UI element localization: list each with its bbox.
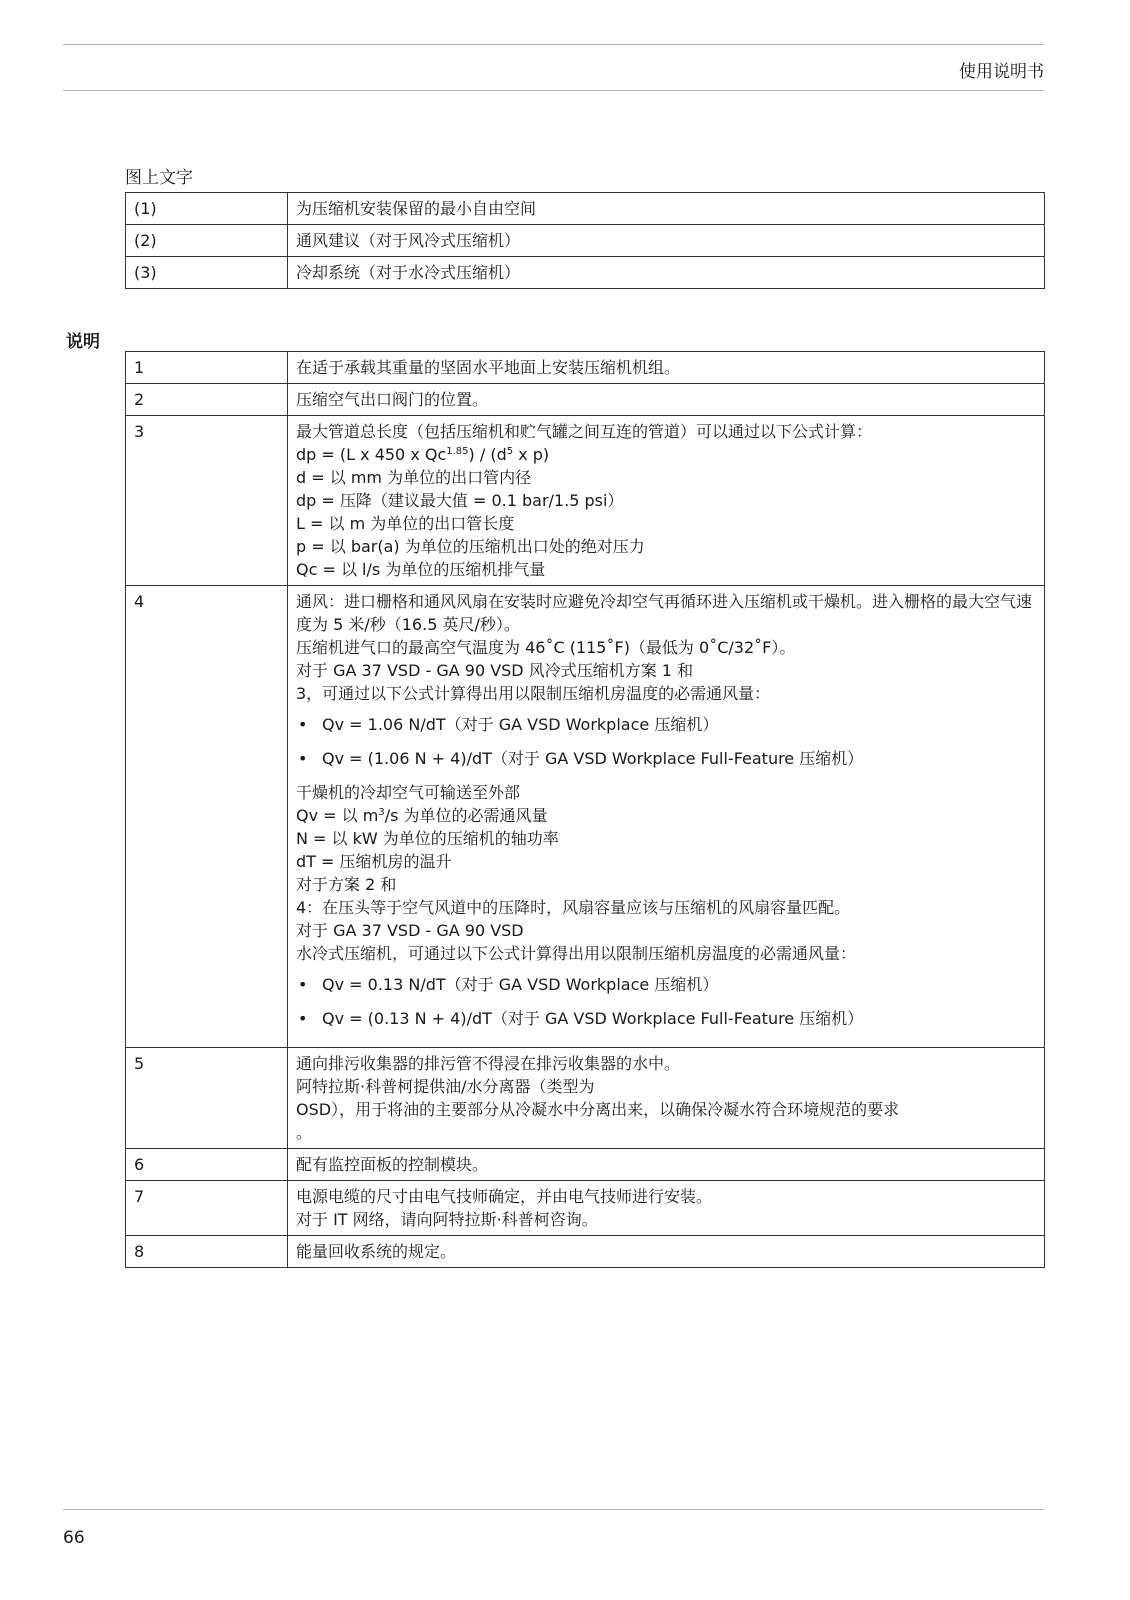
note-line: 压缩空气出口阀门的位置。 — [296, 390, 489, 409]
note-line: 压缩机进气口的最高空气温度为 46˚C (115˚F)（最低为 0˚C/32˚F）。 — [296, 638, 796, 657]
table-row — [126, 193, 1045, 225]
note-line: Qc = 以 l/s 为单位的压缩机排气量 — [296, 560, 546, 579]
caption-value: 为压缩机安装保留的最小自由空间 — [288, 193, 1045, 225]
note-line: 在适于承载其重量的坚固水平地面上安装压缩机机组。 — [296, 358, 681, 377]
note-text — [288, 384, 1045, 416]
bullet-item: • Qv = (0.13 N + 4)/dT（对于 GA VSD Workplace Full-Feature 压缩机） — [296, 1007, 1036, 1030]
formula-part: x p) — [513, 445, 550, 464]
table-row — [126, 416, 1045, 586]
table-row — [126, 352, 1045, 384]
formula-part: Qv = 以 m — [296, 806, 379, 825]
formula-exponent: 1.85 — [446, 446, 469, 457]
note-line: L = 以 m 为单位的出口管长度 — [296, 514, 515, 533]
note-line: p = 以 bar(a) 为单位的压缩机出口处的绝对压力 — [296, 537, 645, 556]
note-key: 5 — [126, 1048, 288, 1149]
note-line: 4：在压头等于空气风道中的压降时，风扇容量应该与压缩机的风扇容量匹配。 — [296, 898, 851, 917]
footer-rule — [63, 1509, 1044, 1510]
note-key: 4 — [126, 586, 288, 1048]
table-row — [126, 257, 1045, 289]
section-heading: 说明 — [66, 332, 100, 352]
caption-key: (2) — [126, 225, 288, 257]
table-row — [126, 1048, 1045, 1149]
header-rule-top — [63, 44, 1044, 45]
note-line: 。 — [296, 1123, 313, 1142]
bullet-list — [296, 973, 1036, 1030]
table-row — [126, 586, 1045, 1048]
note-line: 电源电缆的尺寸由电气技师确定，并由电气技师进行安装。 — [296, 1187, 713, 1206]
table-row — [126, 384, 1045, 416]
caption-value: 冷却系统（对于水冷式压缩机） — [288, 257, 1045, 289]
caption-key: (3) — [126, 257, 288, 289]
bullet-list — [296, 713, 1036, 770]
bullet-item: • Qv = 0.13 N/dT（对于 GA VSD Workplace 压缩机） — [296, 973, 1036, 996]
note-line: 水冷式压缩机，可通过以下公式计算得出用以限制压缩机房温度的必需通风量： — [296, 944, 857, 963]
bullet-item: • Qv = (1.06 N + 4)/dT（对于 GA VSD Workplace Full-Feature 压缩机） — [296, 747, 1036, 770]
note-paragraph: 通风：进口栅格和通风风扇在安装时应避免冷却空气再循环进入压缩机或干燥机。进入栅格的最大空气速度为 5 米/秒（16.5 英尺/秒）。 — [296, 592, 1033, 634]
note-line: 配有监控面板的控制模块。 — [296, 1155, 489, 1174]
note-key: 6 — [126, 1149, 288, 1181]
notes-table — [125, 351, 1045, 1268]
formula-part: dp = (L x 450 x Qc — [296, 445, 447, 464]
header-title: 使用说明书 — [959, 62, 1044, 82]
table-row — [126, 1149, 1045, 1181]
note-text — [288, 1048, 1045, 1149]
page-number: 66 — [63, 1528, 85, 1548]
caption-label: 图上文字 — [125, 168, 193, 188]
note-line: N = 以 kW 为单位的压缩机的轴功率 — [296, 829, 559, 848]
formula-exponent: 3 — [378, 807, 385, 818]
caption-table — [125, 192, 1045, 289]
note-key: 7 — [126, 1181, 288, 1236]
note-line: OSD），用于将油的主要部分从冷凝水中分离出来，以确保冷凝水符合环境规范的要求 — [296, 1100, 900, 1119]
formula-part: /s 为单位的必需通风量 — [384, 806, 548, 825]
header-rule-bottom — [63, 90, 1044, 91]
note-text — [288, 1181, 1045, 1236]
note-line: 能量回收系统的规定。 — [296, 1242, 457, 1261]
note-key: 8 — [126, 1236, 288, 1268]
note-key: 3 — [126, 416, 288, 586]
note-text — [288, 1236, 1045, 1268]
formula-line — [296, 804, 1036, 827]
note-line: dT = 压缩机房的温升 — [296, 852, 452, 871]
note-line: 3，可通过以下公式计算得出用以限制压缩机房温度的必需通风量： — [296, 684, 771, 703]
note-line: 通向排污收集器的排污管不得浸在排污收集器的水中。 — [296, 1054, 681, 1073]
formula-line — [296, 443, 1036, 466]
note-text — [288, 352, 1045, 384]
table-row — [126, 225, 1045, 257]
note-key: 1 — [126, 352, 288, 384]
note-line: 阿特拉斯·科普柯提供油/水分离器（类型为 — [296, 1077, 595, 1096]
caption-value: 通风建议（对于风冷式压缩机） — [288, 225, 1045, 257]
note-text — [288, 416, 1045, 586]
note-line: dp = 压降（建议最大值 = 0.1 bar/1.5 psi） — [296, 491, 624, 510]
note-line: d = 以 mm 为单位的出口管内径 — [296, 468, 532, 487]
formula-part: ) / (d — [468, 445, 507, 464]
note-text — [288, 586, 1045, 1048]
table-row — [126, 1236, 1045, 1268]
formula-exponent: 5 — [506, 446, 514, 457]
bullet-item: • Qv = 1.06 N/dT（对于 GA VSD Workplace 压缩机） — [296, 713, 1036, 736]
note-line: 干燥机的冷却空气可输送至外部 — [296, 783, 521, 802]
note-line: 对于 GA 37 VSD - GA 90 VSD — [296, 921, 524, 940]
note-line: 最大管道总长度（包括压缩机和贮气罐之间互连的管道）可以通过以下公式计算： — [296, 422, 873, 441]
note-text — [288, 1149, 1045, 1181]
caption-key: (1) — [126, 193, 288, 225]
note-line: 对于 IT 网络，请向阿特拉斯·科普柯咨询。 — [296, 1210, 598, 1229]
note-key: 2 — [126, 384, 288, 416]
note-line: 对于方案 2 和 — [296, 875, 397, 894]
table-row — [126, 1181, 1045, 1236]
note-line: 对于 GA 37 VSD - GA 90 VSD 风冷式压缩机方案 1 和 — [296, 661, 694, 680]
